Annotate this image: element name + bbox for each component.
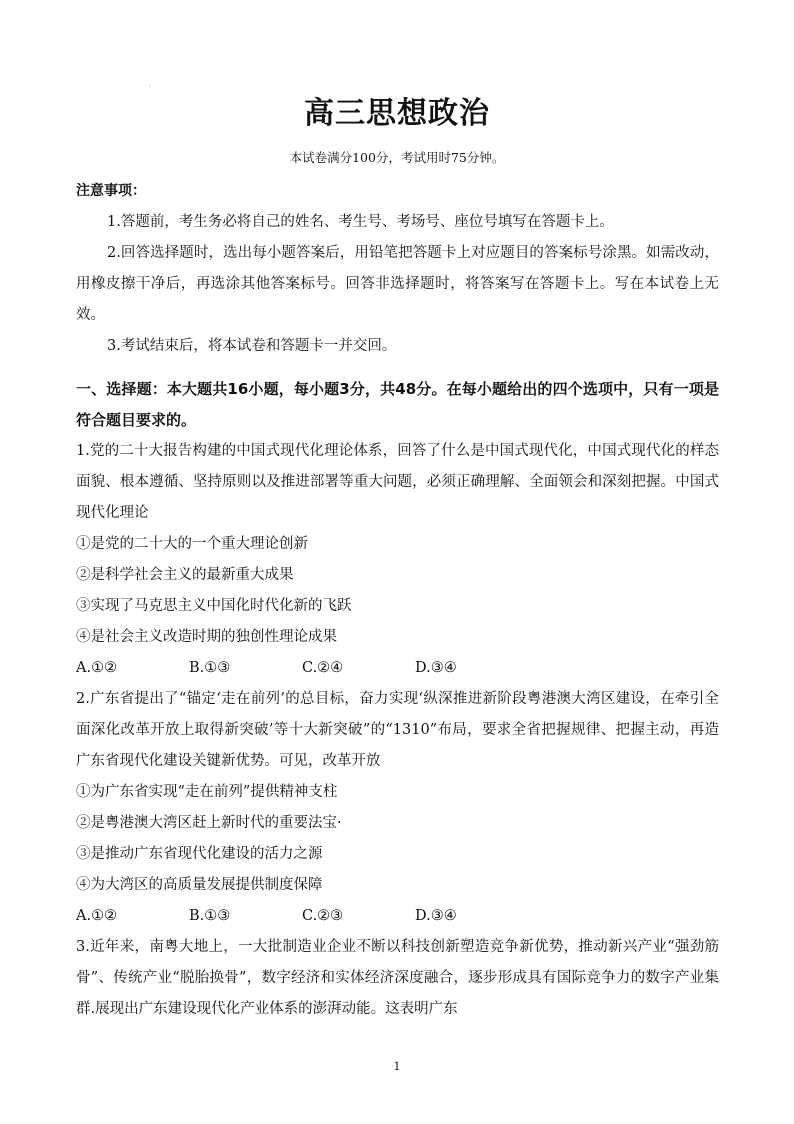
option-a: A.①② <box>76 908 118 924</box>
page-title: 高三思想政治 <box>304 96 490 131</box>
option-c: C.②④ <box>302 660 344 676</box>
question-2 <box>76 684 719 932</box>
scan-mark: : <box>149 82 152 89</box>
question-statement: ②是粤港澳大湾区赶上新时代的重要法宝· <box>76 815 342 831</box>
option-b: B.①③ <box>189 908 231 924</box>
question-statement: ③是推动广东省现代化建设的活力之源 <box>76 846 323 862</box>
question-stem: 1.党的二十大报告构建的中国式现代化理论体系，回答了什么是中国式现代化，中国式现代化的样态面貌、根本遵循、坚持原则以及推进部署等重大问题，必须正确理解、全面领会和深刻把握。中国式现代化理论 <box>76 443 719 521</box>
option-b: B.①③ <box>189 660 231 676</box>
question-3 <box>76 932 719 1025</box>
notice-heading: 注意事项： <box>76 183 146 199</box>
section-choice <box>76 374 719 436</box>
option-d: D.③④ <box>415 660 457 676</box>
exam-content <box>76 176 719 1025</box>
exam-info: 本试卷满分100分，考试用时75分钟。 <box>289 150 505 165</box>
question-statement: ②是科学社会主义的最新重大成果 <box>76 567 294 583</box>
answer-options <box>76 901 719 932</box>
question-statement: ①是党的二十大的一个重大理论创新 <box>76 536 308 552</box>
question-stem: 3.近年来，南粤大地上，一大批制造业企业不断以科技创新塑造竞争新优势，推动新兴产业“强劲筋骨”、传统产业“脱胎换骨”，数字经济和实体经济深度融合，逐步形成具有国际竞争力的数字产业集群.展现出广东建设现代化产业体系的澎湃动能。这表明广东 <box>76 939 719 1017</box>
question-statement: ①为广东省实现“走在前列”提供精神支柱 <box>76 784 338 800</box>
notice-item: 1.答题前，考生务必将自己的姓名、考生号、考场号、座位号填写在答题卡上。 <box>107 214 614 230</box>
notice-item: 2.回答选择题时，选出每小题答案后，用铅笔把答题卡上对应题目的答案标号涂黑。如需改动，用橡皮擦干净后，再选涂其他答案标号。回答非选择题时，将答案写在答题卡上。写在本试卷上无效。 <box>76 245 719 323</box>
answer-options <box>76 653 719 684</box>
question-statement: ③实现了马克思主义中国化时代化新的飞跃 <box>76 598 352 614</box>
page-number: 1 <box>393 1060 401 1073</box>
section-title: 一、选择题：本大题共16小题，每小题3分，共48分。在每小题给出的四个选项中，只有一项是符合题目要求的。 <box>76 380 719 429</box>
notice-block <box>76 176 719 362</box>
option-c: C.②③ <box>302 908 344 924</box>
question-statement: ④是社会主义改造时期的独创性理论成果 <box>76 629 337 645</box>
question-statement: ④为大湾区的高质量发展提供制度保障 <box>76 877 323 893</box>
option-a: A.①② <box>76 660 118 676</box>
option-d: D.③④ <box>415 908 457 924</box>
notice-item: 3.考试结束后，将本试卷和答题卡一并交回。 <box>107 338 397 354</box>
question-stem: 2.广东省提出了“锚定‘走在前列’的总目标，奋力实现‘纵深推进新阶段粤港澳大湾区建设，在牵引全面深化改革开放上取得新突破’等十大新突破”的“1310”布局，要求全省把握规律、把握主动，再造广东省现代化建设关键新优势。可见，改革开放 <box>76 691 719 769</box>
question-1 <box>76 436 719 684</box>
